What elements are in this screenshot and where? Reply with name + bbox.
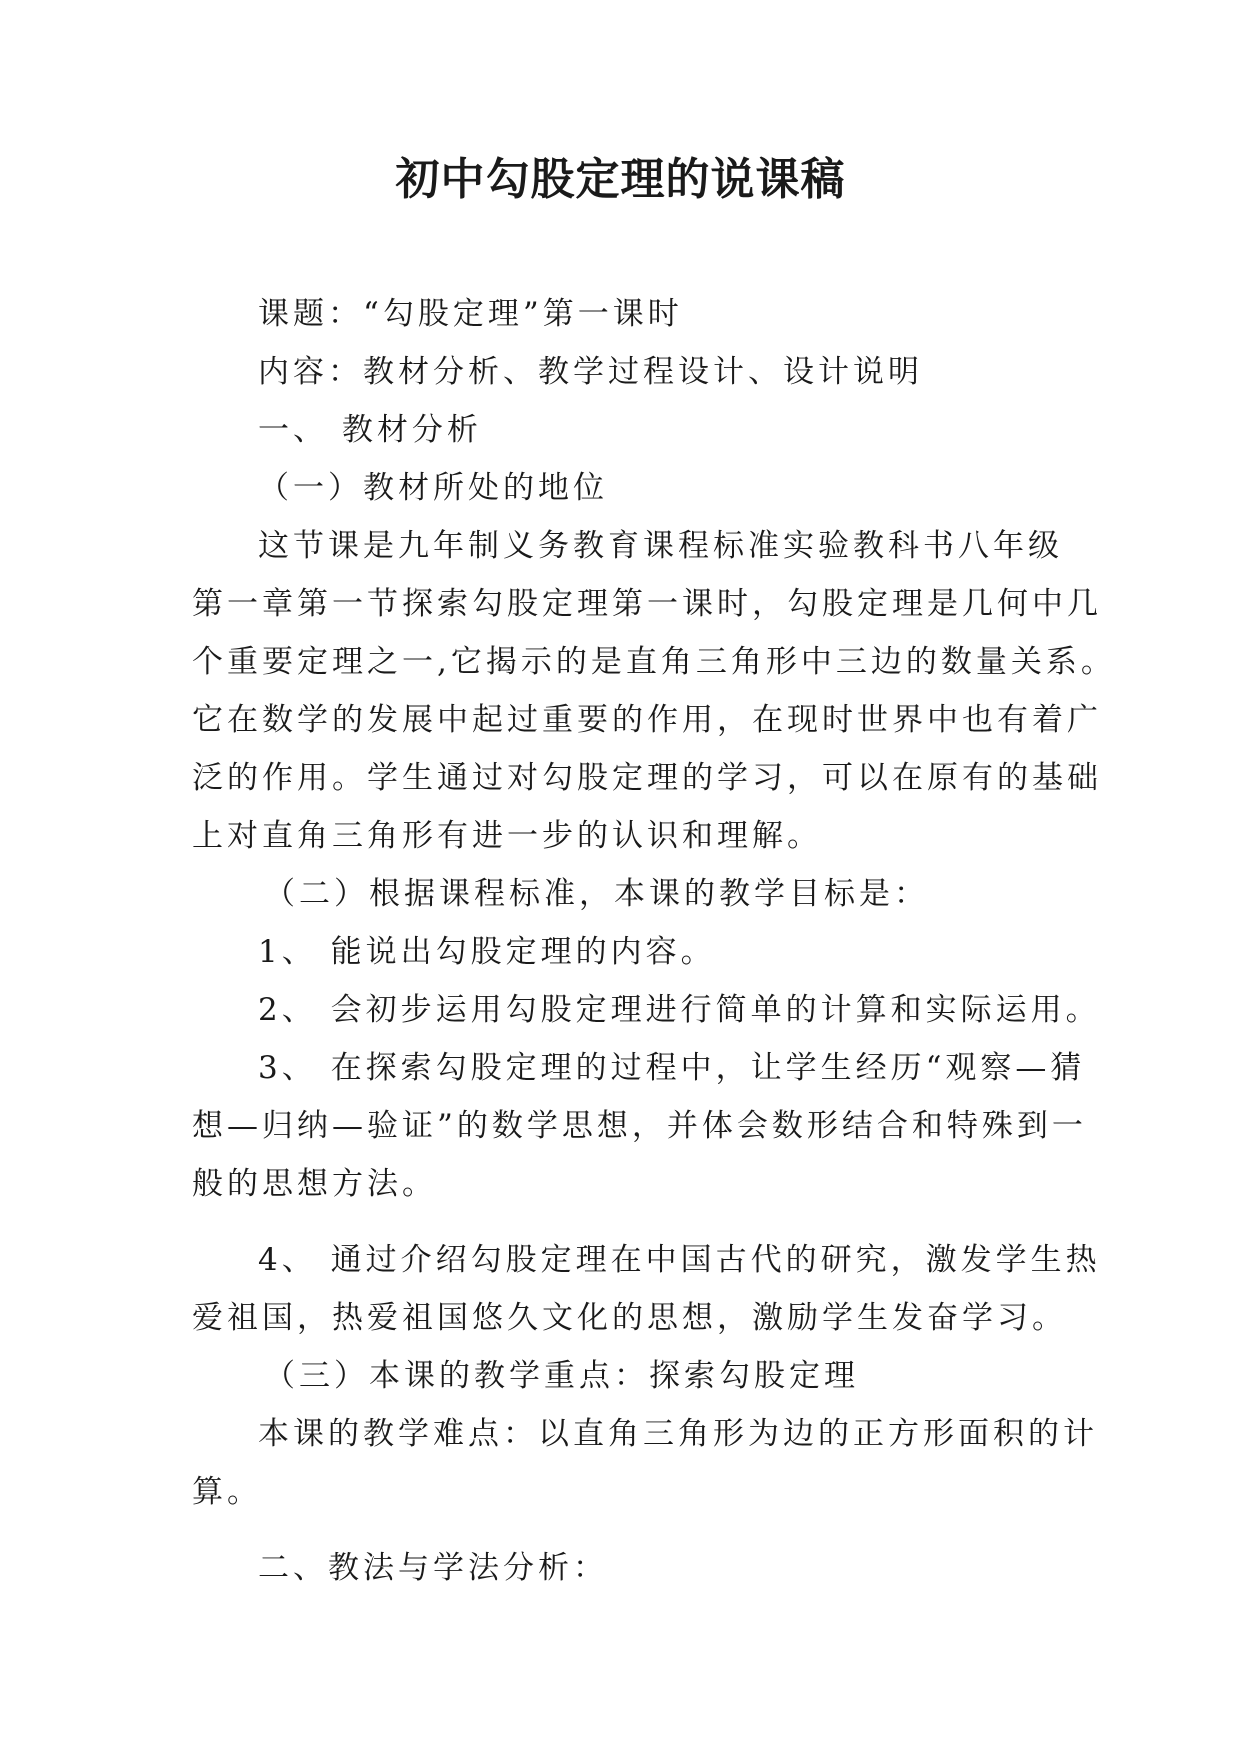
objective-item-1: 1、 能说出勾股定理的内容。: [258, 934, 716, 970]
paragraph-line: 个重要定理之一,它揭示的是直角三角形中三边的数量关系。: [192, 644, 1116, 680]
objective-item-4: 4、 通过介绍勾股定理在中国古代的研究，激发学生热: [258, 1242, 1101, 1278]
paragraph-line: 般的思想方法。: [192, 1166, 437, 1202]
paragraph-line: 本课的教学难点：以直角三角形为边的正方形面积的计: [258, 1416, 1098, 1452]
section-heading-2: 二、教法与学法分析：: [258, 1550, 608, 1586]
paragraph-line: 第一章第一节探索勾股定理第一课时，勾股定理是几何中几: [192, 586, 1102, 622]
lesson-topic: 课题：“勾股定理”第一课时: [258, 296, 683, 332]
paragraph-line: 上对直角三角形有进一步的认识和理解。: [192, 818, 822, 854]
subsection-heading-1: （一）教材所处的地位: [258, 470, 608, 506]
paragraph-line: 它在数学的发展中起过重要的作用，在现时世界中也有着广: [192, 702, 1102, 738]
paragraph-line: 这节课是九年制义务教育课程标准实验教科书八年级: [258, 528, 1063, 564]
lesson-content: 内容：教材分析、教学过程设计、设计说明: [258, 354, 923, 390]
paragraph-line: 想—归纳—验证”的数学思想，并体会数形结合和特殊到一: [192, 1108, 1087, 1144]
paragraph-line: 爱祖国，热爱祖国悠久文化的思想，激励学生发奋学习。: [192, 1300, 1067, 1336]
section-heading-1: 一、 教材分析: [258, 412, 482, 448]
objective-item-2: 2、 会初步运用勾股定理进行简单的计算和实际运用。: [258, 992, 1101, 1028]
paragraph-line: 泛的作用。学生通过对勾股定理的学习，可以在原有的基础: [192, 760, 1102, 796]
subsection-heading-3: （三）本课的教学重点：探索勾股定理: [264, 1358, 859, 1394]
objective-item-3: 3、 在探索勾股定理的过程中，让学生经历“观察—猜: [258, 1050, 1086, 1086]
document-title: 初中勾股定理的说课稿: [395, 154, 846, 205]
subsection-heading-2: （二）根据课程标准，本课的教学目标是：: [264, 876, 929, 912]
paragraph-line: 算。: [192, 1474, 262, 1510]
document-body: [192, 285, 1116, 1597]
